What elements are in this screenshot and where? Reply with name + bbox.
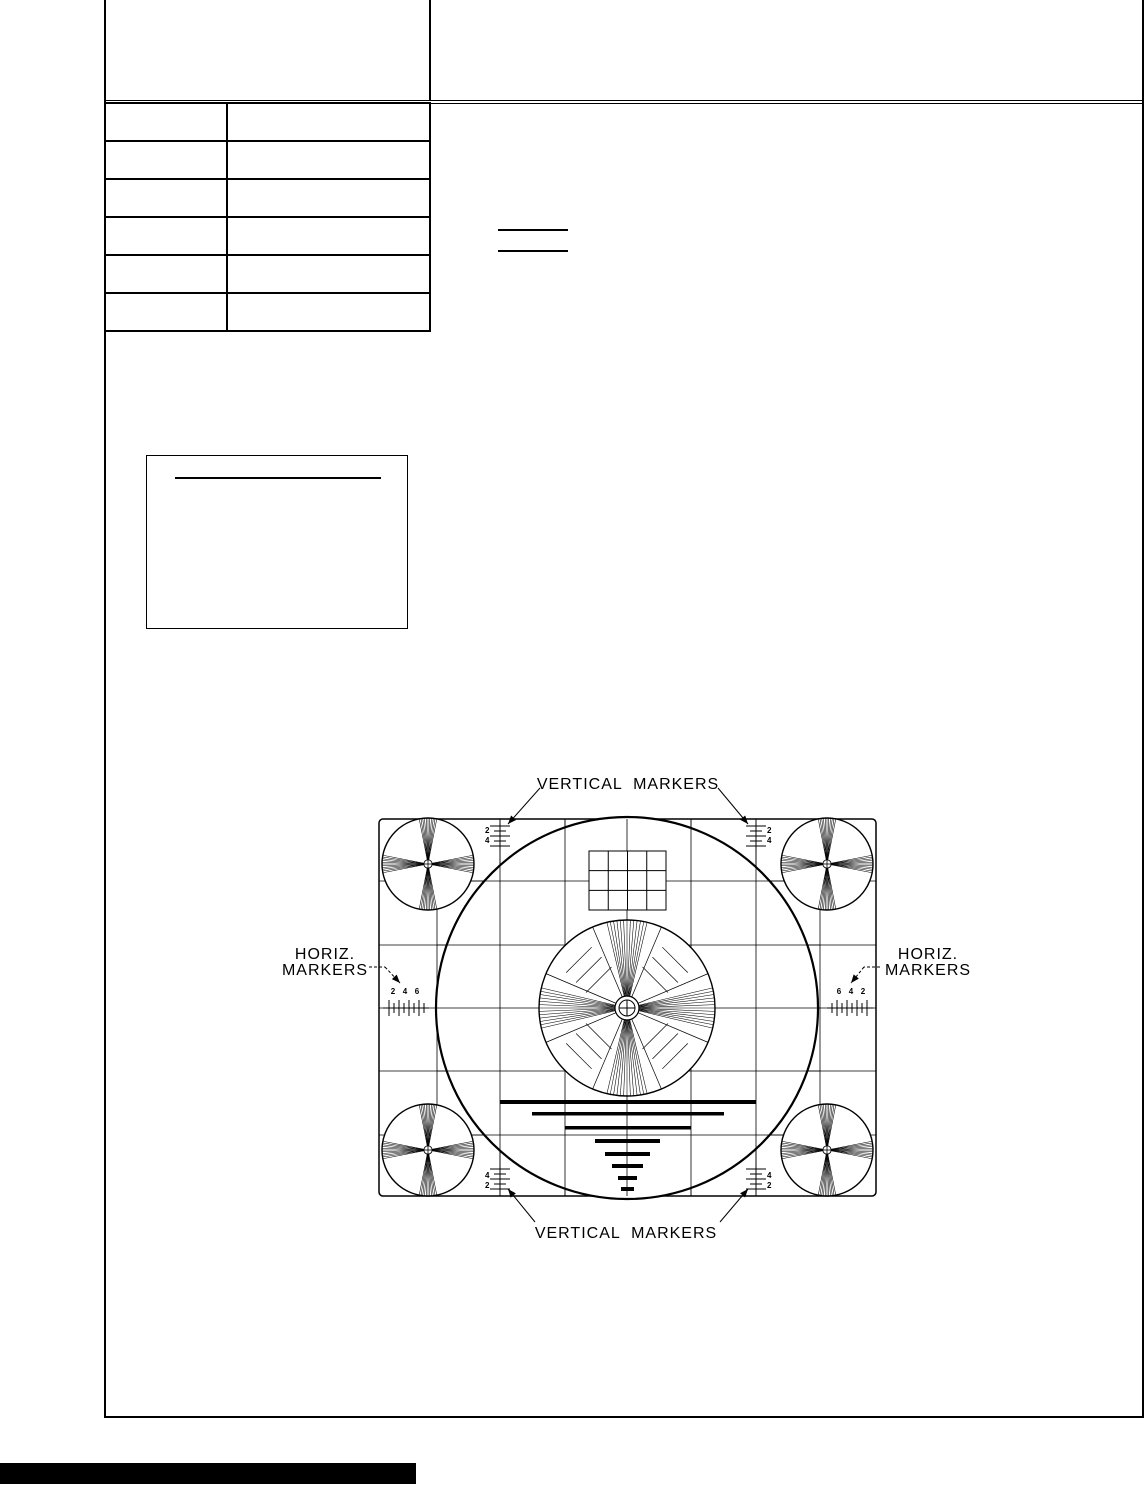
- horizontal-marker-right-label: 2: [860, 987, 866, 996]
- vertical-marker-bottom-left-label: 4: [485, 1171, 490, 1180]
- revision-cell: [227, 179, 430, 217]
- revision-row: [105, 293, 430, 331]
- note-box-heading-rule: [175, 477, 381, 479]
- horiz-markers-label-right-line1: HORIZ.: [897, 946, 959, 963]
- revision-cell: [105, 141, 227, 179]
- vertical-marker-bottom-right-label: 2: [767, 1181, 772, 1190]
- revision-cell: [105, 255, 227, 293]
- revision-cell: [105, 179, 227, 217]
- revision-table: [104, 102, 431, 332]
- horizontal-marker-left-label: 6: [414, 987, 420, 996]
- underline-rule: [498, 250, 568, 252]
- vertical-markers-label-bottom: VERTICAL MARKERS: [534, 1225, 718, 1242]
- revision-cell: [227, 217, 430, 255]
- vertical-markers-label-top: VERTICAL MARKERS: [536, 776, 720, 793]
- test-pattern-diagram: [270, 765, 990, 1245]
- vertical-marker-bottom-left-label: 2: [485, 1181, 490, 1190]
- vertical-marker-top-right-label: 2: [767, 826, 772, 835]
- revision-row: [105, 255, 430, 293]
- vertical-marker-bottom-right-label: 4: [767, 1171, 772, 1180]
- underline-rule: [498, 229, 568, 231]
- resolution-bar: [500, 1100, 756, 1104]
- revision-cell: [105, 217, 227, 255]
- revision-cell: [105, 293, 227, 331]
- horizontal-marker-right-label: 4: [848, 987, 854, 996]
- horiz-marker-arrow-right-arrowhead: [851, 974, 859, 983]
- revision-cell: [227, 141, 430, 179]
- horiz-markers-label-right-line2: MARKERS: [884, 962, 972, 979]
- horizontal-marker-left-label: 4: [402, 987, 408, 996]
- revision-row: [105, 179, 430, 217]
- horiz-markers-label-left-line2: MARKERS: [281, 962, 369, 979]
- revision-cell: [227, 103, 430, 141]
- resolution-bar: [612, 1164, 643, 1168]
- resolution-bar: [618, 1176, 637, 1180]
- resolution-bar: [621, 1187, 634, 1191]
- horiz-markers-label-left-line1: HORIZ.: [294, 946, 356, 963]
- revision-cell: [105, 103, 227, 141]
- note-box: [146, 455, 408, 629]
- resolution-bar: [605, 1152, 650, 1156]
- vertical-marker-top-left-label: 4: [485, 836, 490, 845]
- resolution-bar: [565, 1126, 691, 1130]
- vertical-marker-top-left-label: 2: [485, 826, 490, 835]
- title-block-left-cell: [104, 0, 431, 100]
- horizontal-marker-right-label: 6: [836, 987, 842, 996]
- revision-cell: [227, 255, 430, 293]
- revision-cell: [227, 293, 430, 331]
- revision-row: [105, 141, 430, 179]
- horizontal-marker-left-label: 2: [390, 987, 396, 996]
- resolution-bar: [595, 1139, 660, 1143]
- vertical-marker-top-right-label: 4: [767, 836, 772, 845]
- footer-bar: [0, 1463, 416, 1484]
- revision-row: [105, 103, 430, 141]
- revision-row: [105, 217, 430, 255]
- resolution-bar: [532, 1112, 724, 1116]
